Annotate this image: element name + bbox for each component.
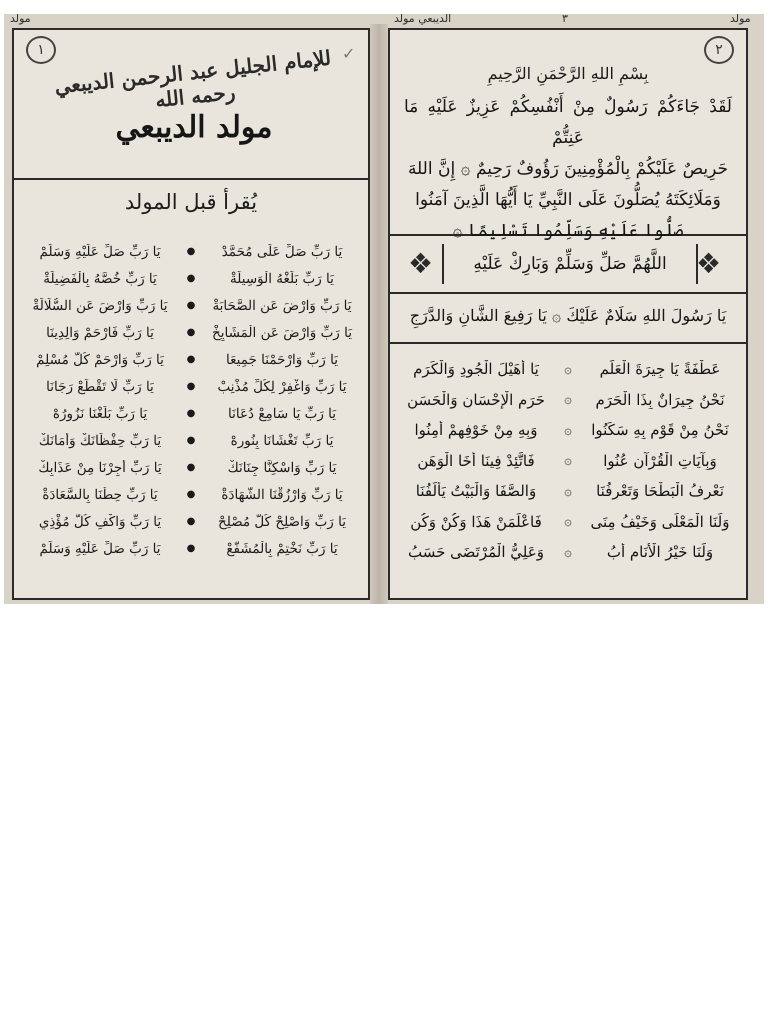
running-head-right: مولد — [730, 14, 751, 25]
poem-second-hemistich: وَبِهِ مِنْ خَوْفِهِمْ أَمِنُوا — [414, 421, 538, 440]
verse-first-hemistich: يَا رَبِّ وَارْزُقْنَا الشَّهَادَةْ — [221, 486, 343, 503]
basmala: بِسْمِ اللهِ الرَّحْمَنِ الرَّحِيمِ — [487, 64, 649, 83]
bullet-dot-icon: ● — [186, 435, 196, 446]
poem-row — [398, 354, 738, 385]
bullet-dot-icon: ● — [186, 273, 196, 284]
ornament-icon: ❖ — [696, 247, 722, 280]
verse-second-hemistich: يَا رَبِّ صَلِّ عَلَيْهِ وَسَلِّمْ — [39, 540, 161, 557]
verse-first-hemistich: يَا رَبِّ يَا سَامِعْ دُعَانَا — [227, 405, 337, 422]
verse-first-hemistich: يَا رَبِّ وَارْحَمْنَا جَمِيعَا — [226, 351, 338, 368]
verse-row — [20, 238, 362, 265]
poem-first-hemistich: وَبِآيَاتِ الْقُرْآنِ عُنُوا — [603, 451, 717, 470]
section-heading: يُقرأ قبل المولد — [124, 190, 258, 214]
running-head-number: ٣ — [562, 14, 568, 25]
running-head-left: مولد — [10, 14, 31, 25]
bullet-dot-icon: ● — [186, 381, 196, 392]
verse-second-hemistich: يَا رَبِّ وَارْحَمْ كُلَّ مُسْلِمْ — [36, 351, 164, 368]
quran-verse — [404, 92, 732, 247]
salawat-box — [390, 236, 746, 294]
verse-first-hemistich: يَا رَبِّ وَاسْكِنَّا جِنَانَكْ — [227, 459, 337, 476]
star-separator-icon: ۞ — [564, 453, 572, 469]
quran-verse-box — [390, 30, 746, 241]
page-number: ١ — [26, 36, 56, 64]
bullet-dot-icon: ● — [186, 489, 196, 500]
book-title: مولد الديبعي — [115, 110, 273, 145]
verse-row — [20, 535, 362, 562]
verse-second-hemistich: يَا رَبِّ صَلِّ عَلَيْهِ وَسَلِّمْ — [39, 243, 161, 260]
poem-row — [398, 446, 738, 477]
star-separator-icon: ۞ — [564, 422, 572, 438]
verse-first-hemistich: يَا رَبِّ وَارْضَ عَنِ الْمَشَايِخْ — [211, 324, 352, 341]
salawat-text: اللَّهُمَّ صَلِّ وَسَلِّمْ وَبَارِكْ عَلَيْهِ — [442, 244, 698, 284]
bullet-dot-icon: ● — [186, 516, 196, 527]
book-gutter — [370, 24, 388, 604]
title-block — [14, 30, 368, 180]
poem-first-hemistich: عَطْفَةً يَا جِيرَةَ الْعَلَمِ — [599, 360, 721, 379]
verse-first-hemistich: يَا رَبِّ تَغْشَانَا بِنُورِهْ — [230, 432, 334, 449]
poem-first-hemistich: نَحْنُ مِنْ قَوْمٍ بِهِ سَكَنُوا — [591, 421, 729, 440]
supplication-verses — [20, 238, 362, 562]
poem-first-hemistich: وَلَنَا خَيْرُ الْأَنَامِ أَبُ — [606, 543, 714, 562]
verse-first-hemistich: يَا رَبِّ وَاغْفِرْ لِكُلِّ مُذْنِبْ — [217, 378, 347, 395]
verse-first-hemistich: يَا رَبِّ وَارْضَ عَنِ الصَّحَابَةْ — [212, 297, 352, 314]
poem-first-hemistich: نَعْرِفُ الْبَطْحَا وَتَعْرِفُنَا — [596, 482, 724, 501]
poem-second-hemistich: حَرَمِ الْإِحْسَانِ وَالْحَسَنِ — [407, 390, 545, 409]
verse-second-hemistich: يَا رَبِّ فَارْحَمْ وَالِدِينَا — [46, 324, 154, 341]
bullet-dot-icon: ● — [186, 543, 196, 554]
poem-row — [398, 476, 738, 507]
verse-second-hemistich: يَا رَبِّ وَاكْفِ كُلَّ مُؤْذِي — [38, 513, 162, 530]
verse-second-hemistich: يَا رَبِّ حِطْنَا بِالسَّعَادَةْ — [42, 486, 158, 503]
left-page — [12, 28, 370, 600]
checkmark-icon: ✓ — [342, 44, 356, 63]
bullet-dot-icon: ● — [186, 300, 196, 311]
bullet-dot-icon: ● — [186, 462, 196, 473]
poem-row — [398, 385, 738, 416]
poem-verses — [398, 354, 738, 568]
verse-first-hemistich: يَا رَبِّ وَاصْلِحْ كُلَّ مُصْلِحْ — [218, 513, 346, 530]
poem-second-hemistich: فَاتَّئِدْ فِينَا أَخَا الْوَهَنِ — [417, 451, 535, 470]
right-page — [388, 28, 748, 600]
verse-second-hemistich: يَا رَبِّ خُصَّهُ بِالْفَضِيلَةْ — [43, 270, 157, 287]
verse-line: صَلُّوا عَلَيْهِ وَسَلِّمُوا تَسْلِيمًا ۞ — [452, 221, 684, 241]
poem-row — [398, 507, 738, 538]
poem-row — [398, 415, 738, 446]
verse-row — [20, 427, 362, 454]
star-separator-icon: ۞ — [564, 544, 572, 560]
verse-row — [20, 454, 362, 481]
poem-first-hemistich: نَحْنُ جِيرَانٌ بِذَا الْحَرَمِ — [595, 390, 725, 409]
bullet-dot-icon: ● — [186, 354, 196, 365]
poem-second-hemistich: يَا أُهَيْلَ الْجُودِ وَالْكَرَمِ — [413, 360, 539, 379]
poem-second-hemistich: وَالصَّفَا وَالْبَيْتُ يَأْلَفُنَا — [415, 482, 537, 501]
poem-second-hemistich: وَعَلِيُّ الْمُرْتَضَى حَسَبُ — [408, 543, 544, 562]
bullet-dot-icon: ● — [186, 408, 196, 419]
star-separator-icon: ۞ — [564, 392, 572, 408]
verse-first-hemistich: يَا رَبِّ نَخْتِمْ بِالْمُشَفَّعْ — [226, 540, 338, 557]
page-number: ٢ — [704, 36, 734, 64]
author-line: للإمام الجليل عبد الرحمن الديبعي رحمه الله — [53, 45, 333, 113]
verse-first-hemistich: يَا رَبِّ بَلِّغْهُ الْوَسِيلَةْ — [230, 270, 334, 287]
verse-second-hemistich: يَا رَبِّ بَلِّغْنَا نَزُورُهْ — [52, 405, 148, 422]
book-scan — [4, 14, 764, 604]
verse-row — [20, 373, 362, 400]
bullet-dot-icon: ● — [186, 246, 196, 257]
verse-row — [20, 481, 362, 508]
verse-row — [20, 400, 362, 427]
verse-row — [20, 508, 362, 535]
star-separator-icon: ۞ — [564, 483, 572, 499]
star-separator-icon: ۞ — [564, 514, 572, 530]
verse-second-hemistich: يَا رَبِّ حِفْظَانَكْ وَأَمَانَكْ — [38, 432, 162, 449]
poem-row — [398, 537, 738, 568]
ornament-icon: ❖ — [408, 247, 434, 280]
star-separator-icon: ۞ — [564, 361, 572, 377]
verse-line: لَقَدْ جَاءَكُمْ رَسُولٌ مِنْ أَنْفُسِكُمْ عَزِيزٌ عَلَيْهِ مَا عَنِتُّمْ — [404, 97, 732, 148]
verse-line: وَمَلَائِكَتَهُ يُصَلُّونَ عَلَى النَّبِيِّ يَا أَيُّهَا الَّذِينَ آمَنُوا — [415, 190, 721, 210]
bullet-dot-icon: ● — [186, 327, 196, 338]
verse-first-hemistich: يَا رَبِّ صَلِّ عَلَى مُحَمَّدْ — [221, 243, 343, 260]
greeting-line: يَا رَسُولَ اللهِ سَلَامٌ عَلَيْكَ ۞ يَا رَفِيعَ الشَّانِ وَالدَّرَجِ — [409, 306, 727, 325]
verse-row — [20, 346, 362, 373]
verse-second-hemistich: يَا رَبِّ أَجِرْنَا مِنْ عَذَابِكْ — [38, 459, 162, 476]
verse-row — [20, 265, 362, 292]
verse-line: حَرِيصٌ عَلَيْكُمْ بِالْمُؤْمِنِينَ رَؤُوفٌ رَحِيمٌ ۞ إِنَّ اللهَ — [407, 159, 729, 179]
poem-first-hemistich: وَلَنَا الْمَعْلَى وَخَيْفُ مِنَى — [590, 512, 730, 531]
poem-second-hemistich: فَاعْلَمَنْ هَذَا وَكُنْ وَكُنِ — [410, 512, 542, 531]
greeting-box — [390, 294, 746, 344]
verse-second-hemistich: يَا رَبِّ وَارْضَ عَنِ السُّلَالَةْ — [32, 297, 168, 314]
verse-second-hemistich: يَا رَبِّ لَا تَقْطَعْ رَجَانَا — [46, 378, 154, 395]
verse-row — [20, 319, 362, 346]
running-head-center: الديبعي مولد — [394, 14, 452, 25]
verse-row — [20, 292, 362, 319]
